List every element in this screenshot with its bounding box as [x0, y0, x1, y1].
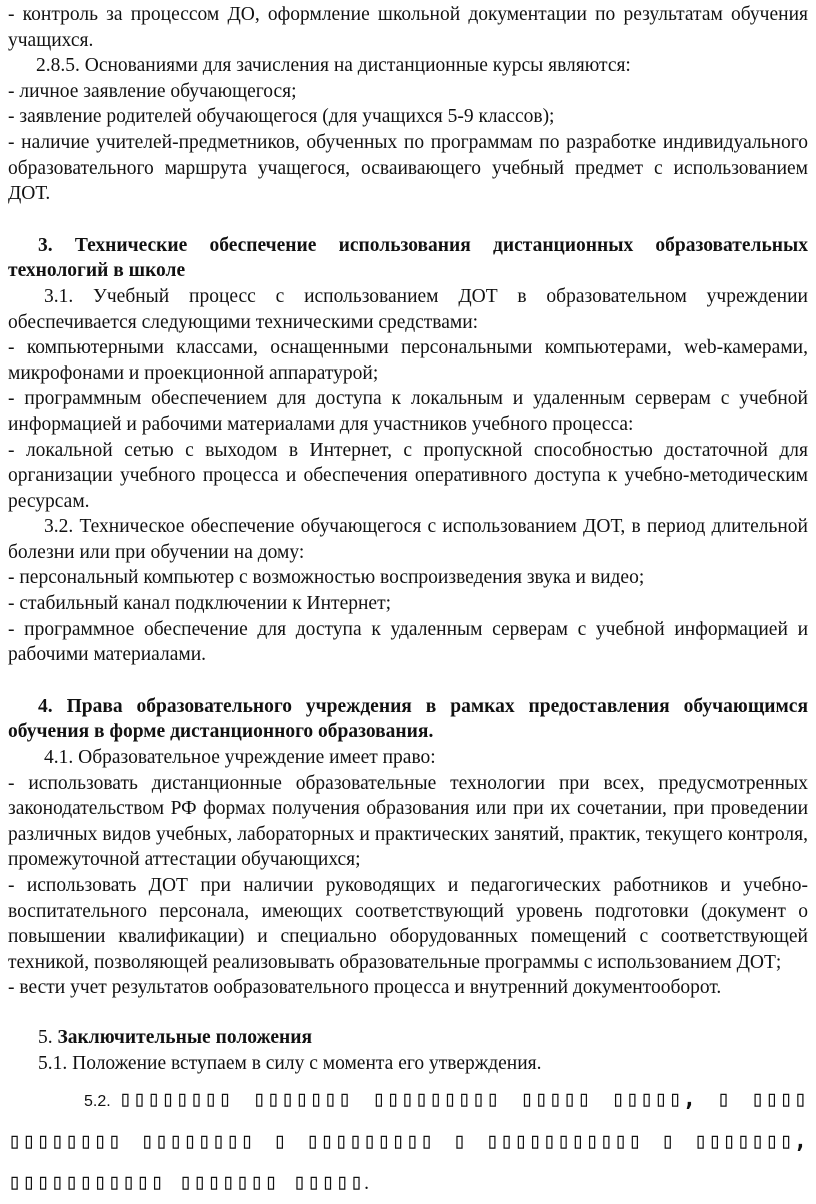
- list-item: - персональный компьютер с возможностью воспроизведения звука и видео;: [8, 567, 645, 589]
- paragraph-top: - контроль за процессом ДО, оформление школьной документации по результатам обучения учащихся.: [8, 4, 808, 51]
- paragraph-3-2: 3.2. Техническое обеспечение обучающегося с использованием ДОТ, в период длительной болезни или при обучении на дому:: [8, 516, 808, 563]
- spacer: [8, 207, 808, 233]
- list-item: - заявление родителей обучающегося (для учащихся 5-9 классов);: [8, 106, 555, 128]
- list-item: - наличие учителей-предметников, обученных по программам по разработке индивидуального образовательного маршрута учащегося, осваивающего учебный предмет с использованием ДОТ.: [8, 131, 808, 205]
- paragraph-5-2: [8, 1080, 808, 1204]
- list-item: - вести учет результатов ообразовательного процесса и внутренний документооборот.: [8, 977, 722, 999]
- section-heading-4: 4. Права образовательного учреждения в рамках предоставления обучающимся обучения в форме дистанционного образования.: [8, 695, 808, 743]
- paragraph-end: .: [364, 1173, 370, 1195]
- paragraph-2-8-5: 2.8.5. Основаниями для зачисления на дистанционные курсы являются:: [36, 55, 631, 77]
- section-heading-3: 3. Технические обеспечение использования дистанционных образовательных технологий в школе: [8, 234, 808, 282]
- list-item: - компьютерными классами, оснащенными персональными компьютерами, web-камерами, микрофонами и проекционной аппаратурой;: [8, 337, 808, 384]
- garbled-text: ▯▯▯▯▯▯▯▯ ▯▯▯▯▯▯▯ ▯▯▯▯▯▯▯▯▯ ▯▯▯▯▯ ▯▯▯▯▯, ▯ ▯▯▯▯ ▯▯▯▯▯▯▯▯ ▯▯▯▯▯▯▯▯ ▯ ▯▯▯▯▯▯▯▯▯ ▯ ▯▯▯▯▯▯▯▯▯▯▯ ▯ ▯▯▯▯▯▯▯, ▯▯▯▯▯▯▯▯▯▯▯ ▯▯▯▯▯▯▯ ▯▯▯▯▯: [8, 1087, 808, 1196]
- list-item: - программным обеспечением для доступа к локальным и удаленным серверам с учебной информацией и рабочими материалами для участников учебного процесса:: [8, 388, 808, 435]
- paragraph-4-1: 4.1. Образовательное учреждение имеет право:: [44, 747, 436, 769]
- list-item: - программное обеспечение для доступа к удаленным серверам с учебной информацией и рабочими материалами.: [8, 618, 808, 666]
- section-number: 5.: [38, 1026, 58, 1048]
- list-item: - локальной сетью с выходом в Интернет, с пропускной способностью достаточной для организации учебного процесса и обеспечения оперативного доступа к учебно-методическим ресурсам.: [8, 439, 808, 512]
- section-title: Заключительные положения: [57, 1026, 313, 1048]
- spacer: [8, 1001, 808, 1025]
- paragraph-number: 5.2.: [84, 1093, 111, 1111]
- section-heading-5: [8, 1025, 808, 1051]
- list-item: - стабильный канал подключении к Интернет;: [8, 593, 392, 615]
- spacer: [8, 668, 808, 694]
- list-item: - использовать дистанционные образовательные технологии при всех, предусмотренных законодательством РФ формах получения образования или при их сочетании, при проведении различных видов учебных, лабораторных и практических занятий, практик, текущего контроля, промежуточной аттестации обучающихся;: [8, 772, 808, 871]
- list-item: - личное заявление обучающегося;: [8, 80, 297, 102]
- paragraph-5-1: 5.1. Положение вступаем в силу с момента его утверждения.: [38, 1052, 542, 1074]
- list-item: - использовать ДОТ при наличии руководящих и педагогических работников и учебно-воспитательного персонала, имеющих соответствующий уровень подготовки (документ о повышении квалификации) и специально оборудованных помещений с соответствующей техникой, позволяющей реализовывать образовательные программы с использованием ДОТ;: [8, 875, 808, 973]
- paragraph-3-1: 3.1. Учебный процесс с использованием ДОТ в образовательном учреждении обеспечивается следующими техническими средствами:: [8, 285, 808, 333]
